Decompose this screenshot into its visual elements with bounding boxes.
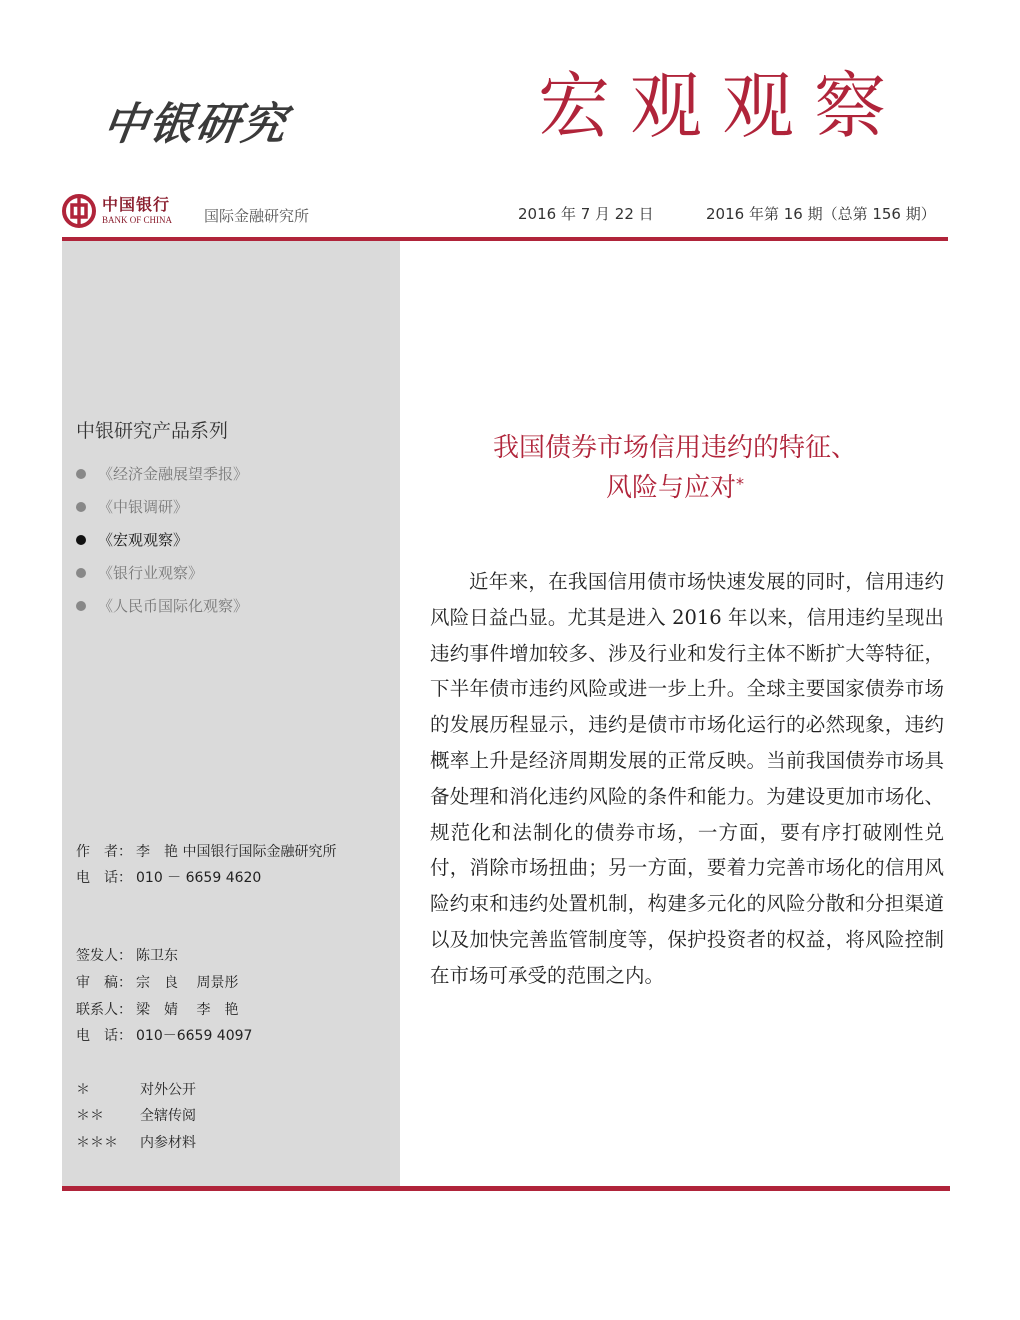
bank-of-china-emblem-icon <box>62 194 96 228</box>
bank-name-cn: 中国银行 <box>102 195 171 214</box>
institute-name: 国际金融研究所 <box>204 207 310 225</box>
series-item[interactable] <box>76 490 248 523</box>
contact-phone-value: 010－6659 4097 <box>136 1028 253 1044</box>
star-icon: ＊＊＊ <box>76 1135 118 1151</box>
author-row <box>76 841 336 861</box>
calligraphy-brand-title: 中银研究 <box>99 99 291 150</box>
legend-text: 内参材料 <box>140 1135 196 1151</box>
contact-row <box>76 999 238 1019</box>
legend-row <box>76 1105 196 1125</box>
star-icon: ＊ <box>76 1082 90 1098</box>
phone-label: 电 话： <box>76 1028 132 1044</box>
publication-date: 2016 年 7 月 22 日 <box>518 205 654 223</box>
bullet-icon <box>76 502 86 512</box>
contact-value: 梁 婧 李 艳 <box>136 1002 239 1018</box>
bullet-icon <box>76 568 86 578</box>
author-label: 作 者： <box>76 844 132 860</box>
series-item[interactable] <box>76 556 248 589</box>
series-list <box>76 457 248 622</box>
series-item-label: 《银行业观察》 <box>98 564 204 582</box>
signer-value: 陈卫东 <box>136 948 178 964</box>
phone-label: 电 话： <box>76 870 132 886</box>
bullet-icon <box>76 535 86 545</box>
bank-logo <box>62 194 172 228</box>
contact-label: 联系人： <box>76 1002 132 1018</box>
series-heading: 中银研究产品系列 <box>76 420 229 442</box>
bank-name-en: BANK OF CHINA <box>102 215 173 225</box>
article-title-line1: 我国债券市场信用违约的特征、 <box>492 433 857 463</box>
signer-label: 签发人： <box>76 948 132 964</box>
legend-text: 全辖传阅 <box>140 1108 196 1124</box>
article-title <box>402 428 948 508</box>
reviewer-row <box>76 972 238 992</box>
author-phone-value: 010 － 6659 4620 <box>136 870 262 886</box>
series-item-active[interactable] <box>76 523 248 556</box>
contact-phone-row <box>76 1025 252 1045</box>
series-item-label: 《中银调研》 <box>98 498 189 516</box>
bullet-icon <box>76 601 86 611</box>
issue-number: 2016 年第 16 期（总第 156 期） <box>706 205 936 223</box>
legend-text: 对外公开 <box>140 1082 196 1098</box>
article-title-line2: 风险与应对 <box>605 473 736 503</box>
series-item-label: 《人民币国际化观察》 <box>98 597 249 615</box>
reviewer-label: 审 稿： <box>76 975 132 991</box>
signer-row <box>76 945 178 965</box>
publication-title: 宏观观察 <box>538 64 907 148</box>
bullet-icon <box>76 469 86 479</box>
series-item-label: 《经济金融展望季报》 <box>98 465 249 483</box>
legend-row <box>76 1079 196 1099</box>
series-item[interactable] <box>76 457 248 490</box>
author-value: 李 艳 中国银行国际金融研究所 <box>136 844 337 860</box>
star-icon: ＊＊ <box>76 1108 104 1124</box>
author-phone-row <box>76 867 261 887</box>
series-item-label: 《宏观观察》 <box>98 531 189 549</box>
reviewer-value: 宗 良 周景彤 <box>136 975 239 991</box>
legend-row <box>76 1132 196 1152</box>
footnote-mark: * <box>736 474 744 493</box>
article-abstract: 近年来，在我国信用债市场快速发展的同时，信用违约风险日益凸显。尤其是进入 2016 年以来，信用违约呈现出违约事件增加较多、涉及行业和发行主体不断扩大等特征，下半年债市违约风险或进一步上升。全球主要国家债券市场的发展历程显示，违约是债市市场化运行的必然现象，违约概率上升是经济周期发展的正常反映。当前我国债券市场具备处理和消化违约风险的条件和能力。为建设更加市场化、规范化和法制化的债券市场，一方面，要有序打破刚性兑付，消除市场扭曲；另一方面，要着力完善市场化的信用风险约束和违约处置机制，构建多元化的风险分散和分担渠道以及加快完善监管制度等，保护投资者的权益，将风险控制在市场可承受的范围之内。 <box>430 570 944 987</box>
series-item[interactable] <box>76 589 248 622</box>
footer-divider <box>62 1186 950 1191</box>
